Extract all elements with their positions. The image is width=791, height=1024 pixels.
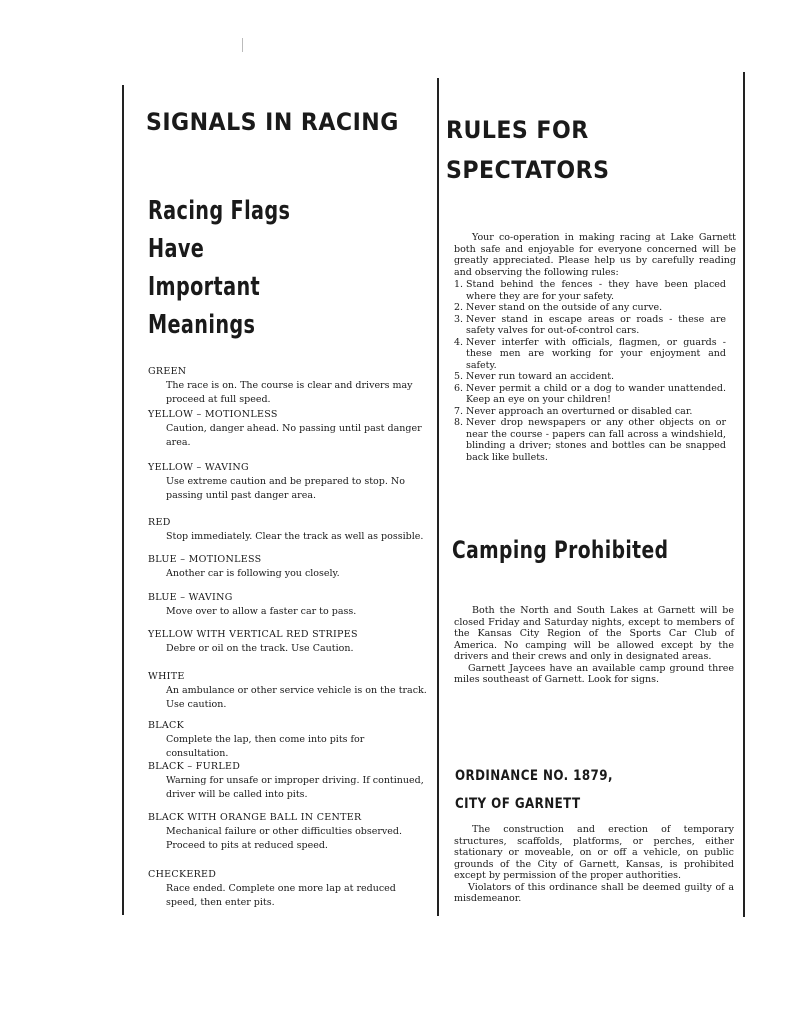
flag-entry-yellow-motionless	[148, 408, 428, 450]
signals-title: SIGNALS IN RACING	[146, 108, 399, 136]
flag-entry-yellow-red-stripes	[148, 628, 428, 656]
list-item: 6. Never permit a child or a dog to wander unattended. Keep an eye on your children!	[454, 382, 726, 405]
flag-entry-checkered	[148, 868, 428, 910]
flag-description: Warning for unsafe or improper driving. If continued, driver will be called into pits.	[166, 775, 424, 800]
flag-entry-yellow-waving	[148, 461, 428, 503]
list-item: 3. Never stand in escape areas or roads - these are safety valves for out-of-control cars.	[454, 313, 726, 336]
flag-entry-blue-waving	[148, 591, 428, 619]
rules-title-line: SPECTATORS	[446, 156, 610, 184]
flag-entry-red	[148, 516, 428, 544]
camping-text	[454, 605, 734, 686]
flag-name: YELLOW WITH VERTICAL RED STRIPES	[148, 629, 358, 640]
list-item: 1. Stand behind the fences - they have been placed where they are for your safety.	[454, 279, 726, 302]
subtitle-line: Racing Flags	[148, 196, 291, 226]
flag-name: YELLOW – MOTIONLESS	[148, 409, 278, 420]
ordinance-text	[454, 824, 734, 905]
flag-description: Debre or oil on the track. Use Caution.	[166, 643, 354, 654]
ordinance-title: ORDINANCE NO. 1879,	[455, 768, 613, 784]
rules-intro: Your co-operation in making racing at Lake Garnett both safe and enjoyable for everyone concerned will be greatly appreciated. Please help us by carefully reading and observing the following rules:	[454, 232, 736, 278]
list-item: 4. Never interfer with officials, flagmen, or guards - these men are working for your enjoyment and safety.	[454, 336, 726, 371]
flag-name: BLUE – MOTIONLESS	[148, 554, 262, 565]
flag-description: Stop immediately. Clear the track as well as possible.	[166, 531, 424, 542]
flag-name: BLACK	[148, 720, 185, 731]
camping-paragraph: Both the North and South Lakes at Garnett will be closed Friday and Saturday nights, except to members of the Kansas City Region of the Sports Car Club of America. No camping will be allowed except by the drivers and their crews and only in designated areas.	[454, 605, 734, 662]
spectator-rules-list	[454, 279, 726, 463]
flag-name: BLACK WITH ORANGE BALL IN CENTER	[148, 812, 362, 823]
center-column-rule	[437, 78, 439, 916]
flag-name: WHITE	[148, 671, 185, 682]
flag-description: Use extreme caution and be prepared to stop. No passing until past danger area.	[166, 476, 405, 501]
flag-name: GREEN	[148, 366, 187, 377]
subtitle-line: Have	[148, 234, 205, 264]
flag-entry-black	[148, 719, 428, 761]
flag-description: Race ended. Complete one more lap at reduced speed, then enter pits.	[166, 883, 396, 908]
subtitle-line: Important	[148, 272, 261, 302]
camping-paragraph: Garnett Jaycees have an available camp ground three miles southeast of Garnett. Look for signs.	[454, 662, 734, 685]
ordinance-paragraph: Violators of this ordinance shall be deemed guilty of a misdemeanor.	[454, 881, 734, 904]
scan-mark	[242, 38, 243, 52]
list-item: 2. Never stand on the outside of any curve.	[454, 302, 663, 313]
flag-entry-green	[148, 365, 428, 407]
flag-name: YELLOW – WAVING	[148, 462, 249, 473]
flag-description: An ambulance or other service vehicle is on the track. Use caution.	[166, 685, 427, 710]
ordinance-paragraph: The construction and erection of temporary structures, scaffolds, platforms, or perches, either stationary or moveable, on or off a vehicle, on public grounds of the City of Garnett, Kansas, is prohibited except by permission of the proper authorities.	[454, 824, 734, 881]
list-item: 7. Never approach an overturned or disabled car.	[454, 405, 693, 417]
flag-description: Complete the lap, then come into pits for consultation.	[166, 734, 365, 759]
flag-name: BLUE – WAVING	[148, 592, 233, 603]
flag-name: RED	[148, 517, 171, 528]
left-column-rule	[122, 85, 124, 915]
rules-title-line: RULES FOR	[446, 116, 589, 144]
flag-description: The race is on. The course is clear and drivers may proceed at full speed.	[166, 380, 413, 405]
right-column-rule	[743, 72, 745, 917]
list-item: 8. Never drop newspapers or any other objects on or near the course - papers can fall across a windshield, blinding a driver; stones and bottles can be snapped back like bullets.	[454, 417, 726, 463]
ordinance-city: CITY OF GARNETT	[455, 796, 581, 812]
flag-description: Move over to allow a faster car to pass.	[166, 606, 357, 617]
flag-description: Caution, danger ahead. No passing until past danger area.	[166, 423, 422, 448]
flag-description: Mechanical failure or other difficulties observed. Proceed to pits at reduced speed.	[166, 826, 403, 851]
flag-name: BLACK – FURLED	[148, 761, 241, 772]
flag-entry-blue-motionless	[148, 553, 428, 581]
list-item: 5. Never run toward an accident.	[454, 371, 615, 382]
camping-title: Camping Prohibited	[452, 536, 669, 564]
flag-entry-black-orange-ball	[148, 811, 428, 853]
flag-description: Another car is following you closely.	[166, 568, 340, 579]
subtitle-line: Meanings	[148, 310, 256, 340]
flag-entry-white	[148, 670, 428, 712]
flag-name: CHECKERED	[148, 869, 217, 880]
flag-entry-black-furled	[148, 760, 428, 802]
